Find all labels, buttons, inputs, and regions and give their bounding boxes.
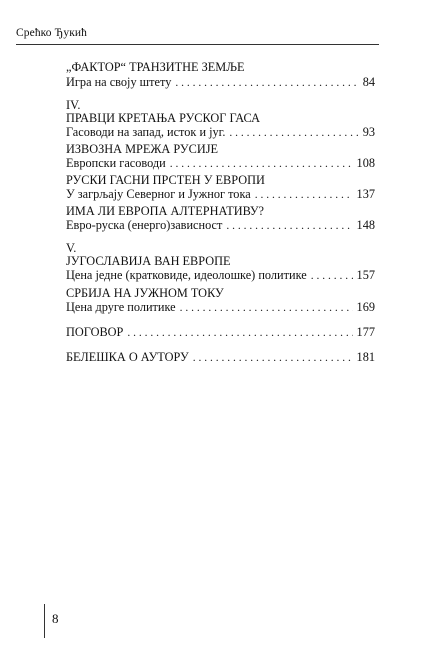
header-rule (16, 44, 379, 45)
toc-entry-title: ПОГОВОР (66, 325, 124, 339)
toc-heading-yugoslavia: ЈУГОСЛАВИЈА ВАН ЕВРОПЕ (66, 254, 231, 268)
toc-entry-title: У загрљају Северног и Јужног тока (66, 187, 251, 201)
dot-leader (180, 301, 353, 316)
toc-entry-page: 108 (356, 156, 375, 170)
toc-entry-title: Цена једне (кратковиде, идеолошке) политике (66, 268, 307, 282)
page-number: 8 (52, 611, 59, 626)
toc-heading-gas-ring: РУСКИ ГАСНИ ПРСТЕН У ЕВРОПИ (66, 173, 265, 187)
toc-heading-gas-routes: ПРАВЦИ КРЕТАЊА РУСКОГ ГАСА (66, 111, 260, 125)
toc-entry-title: Европски гасоводи (66, 156, 166, 170)
toc-entry-page: 177 (356, 325, 375, 339)
toc-entry (66, 268, 375, 284)
toc-entry (66, 187, 375, 203)
toc-entry-title: Гасоводи на запад, исток и југ. (66, 125, 226, 139)
toc-entry (66, 300, 375, 316)
toc-entry-page: 157 (356, 268, 375, 282)
toc-entry-about-author (66, 350, 375, 366)
folio-rule (44, 604, 45, 638)
dot-leader (311, 269, 353, 284)
dot-leader (255, 188, 353, 203)
toc-entry-page: 169 (356, 300, 375, 314)
toc-entry-title: Цена друге политике (66, 300, 176, 314)
toc-heading-export-network: ИЗВОЗНА МРЕЖА РУСИЈЕ (66, 142, 218, 156)
toc-part-number: V. (66, 241, 77, 255)
dot-leader (229, 126, 358, 141)
dot-leader (175, 76, 358, 91)
toc-heading-transit-countries: „ФАКТОР“ ТРАНЗИТНЕ ЗЕМЉЕ (66, 60, 245, 74)
toc-entry (66, 75, 375, 91)
toc-entry-page: 148 (356, 218, 375, 232)
running-header: Срећко Ђукић (16, 27, 87, 39)
toc-entry-page: 84 (362, 75, 375, 89)
toc-heading-serbia: СРБИЈА НА ЈУЖНОМ ТОКУ (66, 286, 224, 300)
toc-entry-title: Игра на своју штету (66, 75, 172, 89)
toc-entry-title: БЕЛЕШКА О АУТОРУ (66, 350, 189, 364)
toc-entry (66, 156, 375, 172)
toc-entry-afterword (66, 325, 375, 341)
dot-leader (127, 326, 352, 341)
dot-leader (170, 157, 353, 172)
toc-entry (66, 218, 375, 234)
toc-entry (66, 125, 375, 141)
toc-entry-title: Евро-руска (енерго)зависност (66, 218, 223, 232)
toc-entry-page: 93 (362, 125, 375, 139)
toc-entry-page: 181 (356, 350, 375, 364)
dot-leader (193, 351, 353, 366)
toc-part-number: IV. (66, 98, 81, 112)
toc-entry-page: 137 (356, 187, 375, 201)
toc-heading-alternative: ИМА ЛИ ЕВРОПА АЛТЕРНАТИВУ? (66, 204, 265, 218)
dot-leader (226, 219, 352, 234)
